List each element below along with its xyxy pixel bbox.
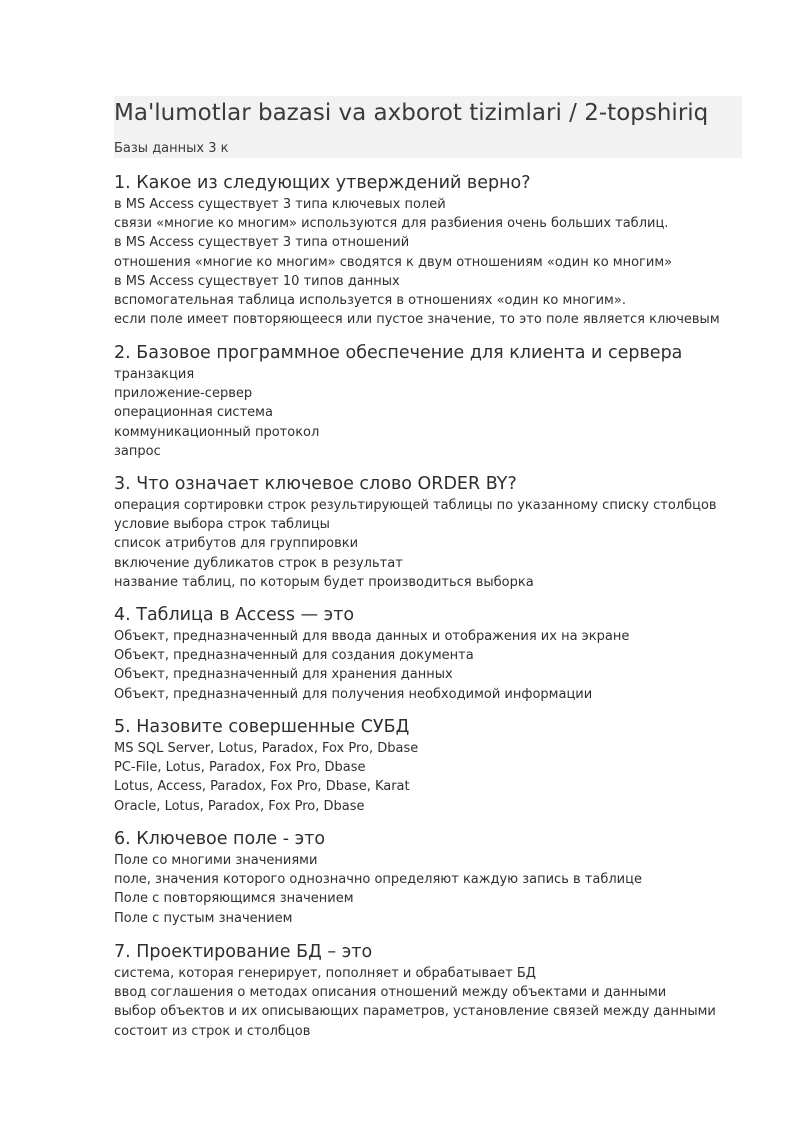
answer-option: поле, значения которого однозначно определяют каждую запись в таблице	[114, 872, 642, 888]
answer-option: Объект, предназначенный для ввода данных и отображения их на экране	[114, 629, 630, 644]
answer-list	[114, 496, 754, 592]
answer-option: условие выбора строк таблицы	[114, 517, 330, 533]
answer-list	[114, 964, 754, 1041]
answer-option: отношения «многие ко многим» сводятся к двум отношениям «один ко многим»	[114, 254, 673, 270]
answer-option: Oracle, Lotus, Paradox, Fox Pro, Dbase	[114, 798, 365, 814]
answer-option: в MS Access существует 10 типов данных	[114, 273, 400, 289]
answer-option: связи «многие ко многим» используются для разбиения очень больших таблиц.	[114, 216, 669, 232]
question-5	[114, 715, 754, 816]
answer-option: операционная система	[114, 405, 273, 421]
answer-option: список атрибутов для группировки	[114, 536, 359, 552]
answer-option: система, которая генерирует, пополняет и обрабатывает БД	[114, 966, 536, 981]
answer-option: Объект, предназначенный для хранения данных	[114, 667, 453, 683]
answer-list	[114, 739, 754, 816]
question-3	[114, 472, 754, 592]
question-title: 5. Назовите совершенные СУБД	[114, 717, 410, 737]
page-title: Ma'lumotlar bazasi va axborot tizimlari / 2-topshiriq	[114, 100, 709, 126]
answer-option: выбор объектов и их описывающих параметров, установление связей между данными	[114, 1004, 716, 1020]
question-title: 1. Какое из следующих утверждений верно?	[114, 173, 531, 193]
answer-option: Поле с повторяющимся значением	[114, 891, 354, 907]
answer-list	[114, 851, 754, 928]
answer-list	[114, 365, 754, 461]
answer-option: Поле со многими значениями	[114, 853, 318, 868]
answer-option: запрос	[114, 443, 161, 459]
question-title: 4. Таблица в Access — это	[114, 605, 355, 625]
answer-option: Объект, предназначенный для получения необходимой информации	[114, 686, 593, 702]
answer-option: коммуникационный протокол	[114, 424, 320, 440]
answer-option: состоит из строк и столбцов	[114, 1023, 311, 1039]
answer-option: MS SQL Server, Lotus, Paradox, Fox Pro, Dbase	[114, 741, 419, 756]
answer-option: включение дубликатов строк в результат	[114, 555, 403, 571]
answer-option: ввод соглашения о методах описания отношений между объектами и данными	[114, 985, 667, 1001]
question-4	[114, 603, 754, 704]
answer-option: PC-File, Lotus, Paradox, Fox Pro, Dbase	[114, 760, 366, 776]
answer-option: операция сортировки строк результирующей таблицы по указанному списку столбцов	[114, 498, 717, 513]
answer-option: Объект, предназначенный для создания документа	[114, 648, 474, 664]
question-6	[114, 827, 754, 928]
answer-option: приложение-сервер	[114, 386, 253, 402]
answer-option: название таблиц, по которым будет производиться выборка	[114, 574, 534, 590]
question-title: 6. Ключевое поле - это	[114, 829, 326, 849]
question-7	[114, 940, 754, 1041]
question-2	[114, 341, 754, 461]
question-title: 3. Что означает ключевое слово ORDER BY?	[114, 474, 517, 494]
question-title: 2. Базовое программное обеспечение для клиента и сервера	[114, 343, 683, 363]
answer-list	[114, 195, 754, 329]
answer-option: транзакция	[114, 367, 195, 382]
page-subtitle: Базы данных 3 к	[114, 141, 229, 156]
answer-option: в MS Access существует 3 типа ключевых полей	[114, 197, 446, 212]
answer-option: Lotus, Access, Paradox, Fox Pro, Dbase, Karat	[114, 779, 410, 795]
answer-option: в MS Access существует 3 типа отношений	[114, 235, 410, 251]
answer-list	[114, 627, 754, 704]
answer-option: Поле с пустым значением	[114, 910, 293, 926]
question-1	[114, 171, 754, 329]
question-title: 7. Проектирование БД – это	[114, 942, 373, 962]
answer-option: если поле имеет повторяющееся или пустое значение, то это поле является ключевым	[114, 312, 720, 328]
answer-option: вспомогательная таблица используется в отношениях «один ко многим».	[114, 292, 626, 308]
